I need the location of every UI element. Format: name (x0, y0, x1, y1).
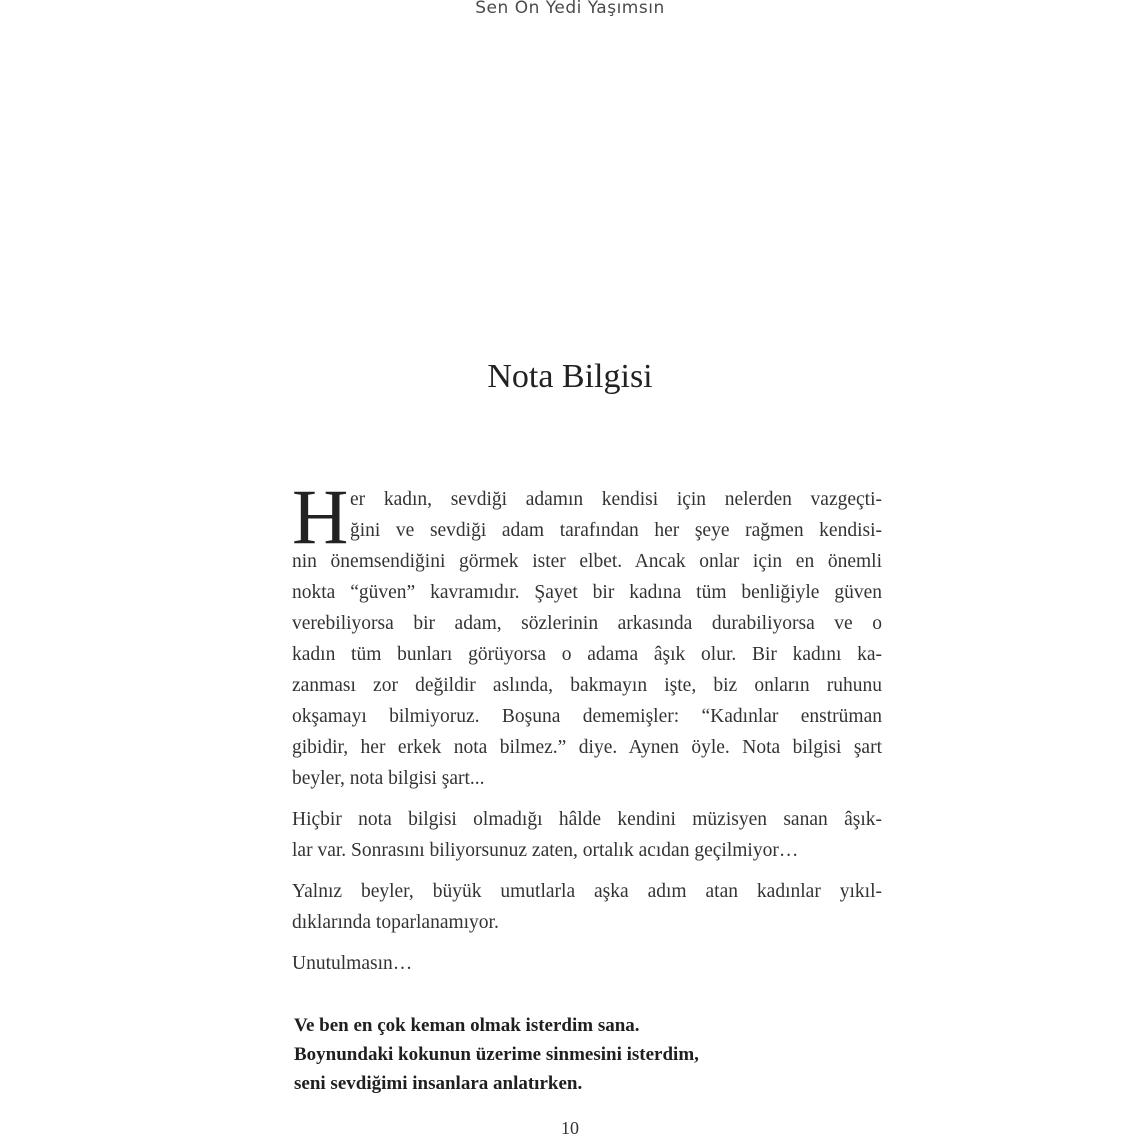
paragraph-1-line: verebiliyorsa bir adam, sözlerinin arkasında durabiliyorsa ve o (292, 613, 882, 634)
paragraph-1 (292, 473, 882, 794)
verse-line: seni sevdiğimi insanlara anlatırken. (294, 1073, 583, 1094)
chapter-title: Nota Bilgisi (487, 358, 653, 395)
paragraph-1-line: er kadın, sevdiği adamın kendisi için nelerden vazgeçti- (350, 489, 882, 510)
running-head: Sen On Yedi Yaşımsın (475, 0, 665, 18)
paragraph-1-line: zanması zor değildir aslında, bakmayın işte, biz onların ruhunu (292, 675, 882, 696)
paragraph-1-line: okşamayı bilmiyoruz. Boşuna dememişler: “Kadınlar enstrüman (292, 706, 882, 727)
paragraph-1-line: nokta “güven” kavramıdır. Şayet bir kadına tüm benliğiyle güven (292, 582, 882, 603)
body-text (292, 473, 882, 979)
paragraph-1-line: nin önemsendiğini görmek ister elbet. Ancak onlar için en önemli (292, 551, 882, 572)
paragraph-2 (292, 804, 882, 866)
closing-verse (294, 1011, 699, 1098)
paragraph-3 (292, 876, 882, 938)
paragraph-1-line: gibidir, her erkek nota bilmez.” diye. Aynen öyle. Nota bilgisi şart (292, 737, 882, 758)
paragraph-4-line: Unutulmasın… (292, 953, 413, 974)
paragraph-2-line: lar var. Sonrasını biliyorsunuz zaten, ortalık acıdan geçilmiyor… (292, 840, 799, 861)
paragraph-1-line: beyler, nota bilgisi şart... (292, 768, 485, 789)
drop-cap: H (292, 473, 349, 560)
verse-line: Boynundaki kokunun üzerime sinmesini isterdim, (294, 1044, 699, 1065)
paragraph-1-line: ğini ve sevdiği adam tarafından her şeye rağmen kendisi- (350, 520, 882, 541)
paragraph-3-line: dıklarında toparlanamıyor. (292, 912, 499, 933)
page-number: 10 (561, 1118, 579, 1138)
paragraph-1-line: kadın tüm bunları görüyorsa o adama âşık olur. Bir kadını ka- (292, 644, 882, 665)
paragraph-4 (292, 948, 882, 979)
paragraph-2-line: Hiçbir nota bilgisi olmadığı hâlde kendini müzisyen sanan âşık- (292, 809, 882, 830)
paragraph-3-line: Yalnız beyler, büyük umutlarla aşka adım atan kadınlar yıkıl- (292, 881, 882, 902)
verse-line: Ve ben en çok keman olmak isterdim sana. (294, 1015, 640, 1036)
